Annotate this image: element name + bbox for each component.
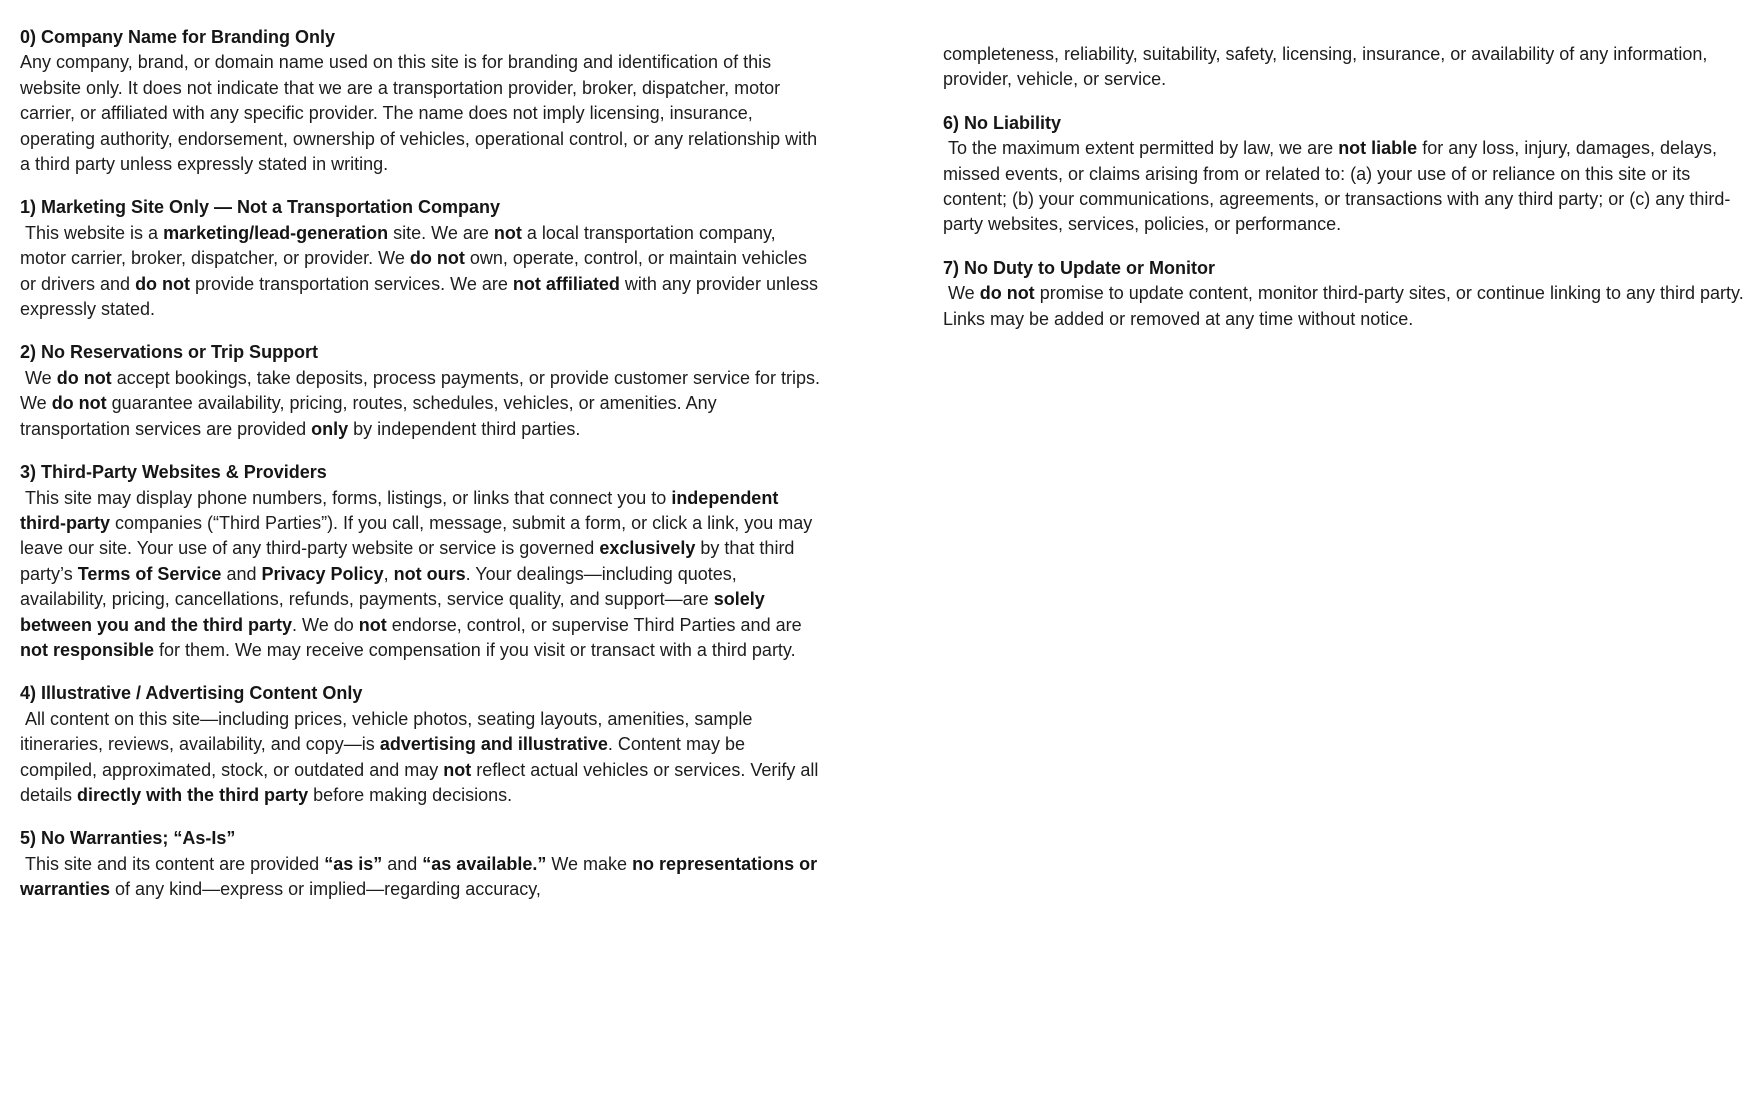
- section-heading: 4) Illustrative / Advertising Content Only: [20, 683, 363, 704]
- disclaimer-section: [20, 25, 824, 177]
- disclaimer-column-left: [20, 25, 824, 903]
- section-body: completeness, reliability, suitability, safety, licensing, insurance, or availability of any information, provider, vehicle, or service.: [943, 44, 1713, 90]
- section-body: We do not promise to update content, monitor third-party sites, or continue linking to any third party. Links may be added or removed at any time without notice.: [943, 283, 1749, 329]
- section-body: We do not accept bookings, take deposits, process payments, or provide customer service for trips. We do not guarantee availability, pricing, routes, schedules, vehicles, or amenities. Any transportation services are provided only by independent third parties.: [20, 367, 826, 439]
- disclaimer-section: [943, 256, 1747, 332]
- disclaimer-section: [20, 460, 824, 663]
- disclaimer-section: [20, 340, 824, 442]
- section-body: To the maximum extent permitted by law, we are not liable for any loss, injury, damages, delays, missed events, or claims arising from or related to: (a) your use of or reliance on this site or its content; (b) your communications, agreements, or transactions with any third party; or (c) any third-party websites, services, policies, or performance.: [943, 138, 1731, 235]
- section-heading: 1) Marketing Site Only — Not a Transportation Company: [20, 197, 501, 218]
- disclaimer-column-right: [943, 42, 1747, 332]
- disclaimer-section: [20, 195, 824, 322]
- section-body: This site may display phone numbers, forms, listings, or links that connect you to independent third-party companies (“Third Parties”). If you call, message, submit a form, or click a link, you may leave our site. Your use of any third-party website or service is governed exclusively by that third party’s Terms of Service and Privacy Policy, not ours. Your dealings—including quotes, availability, pricing, cancellations, refunds, payments, service quality, and support—are solely between you and the third party. We do not endorse, control, or supervise Third Parties and are not responsible for them. We may receive compensation if you visit or transact with a third party.: [20, 487, 818, 660]
- disclaimer-section: [943, 42, 1747, 93]
- section-heading: 6) No Liability: [943, 112, 1062, 133]
- section-heading: 5) No Warranties; “As-Is”: [20, 828, 236, 849]
- section-heading: 3) Third-Party Websites & Providers: [20, 462, 327, 483]
- section-heading: 0) Company Name for Branding Only: [20, 27, 336, 47]
- disclaimer-section: [20, 681, 824, 808]
- section-body: This website is a marketing/lead-generation site. We are not a local transportation company, motor carrier, broker, dispatcher, or provider. We do not own, operate, control, or maintain vehicles or drivers and do not provide transportation services. We are not affiliated with any provider unless expressly stated.: [20, 222, 823, 320]
- disclaimer-section: [943, 111, 1747, 238]
- section-body: This site and its content are provided “as is” and “as available.” We make no representations or warranties of any kind—express or implied—regarding accuracy,: [20, 853, 823, 900]
- section-body: Any company, brand, or domain name used on this site is for branding and identification of this website only. It does not indicate that we are a transportation provider, broker, dispatcher, motor carrier, or affiliated with any specific provider. The name does not imply licensing, insurance, operating authority, endorsement, ownership of vehicles, operational control, or any relationship with a third party unless expressly stated in writing.: [20, 52, 823, 175]
- disclaimer-section: [20, 826, 824, 902]
- section-heading: 7) No Duty to Update or Monitor: [943, 257, 1215, 278]
- section-heading: 2) No Reservations or Trip Support: [20, 342, 319, 363]
- section-body: All content on this site—including prices, vehicle photos, seating layouts, amenities, sample itineraries, reviews, availability, and copy—is advertising and illustrative. Content may be compiled, approximated, stock, or outdated and may not reflect actual vehicles or services. Verify all details directly with the third party before making decisions.: [20, 708, 824, 805]
